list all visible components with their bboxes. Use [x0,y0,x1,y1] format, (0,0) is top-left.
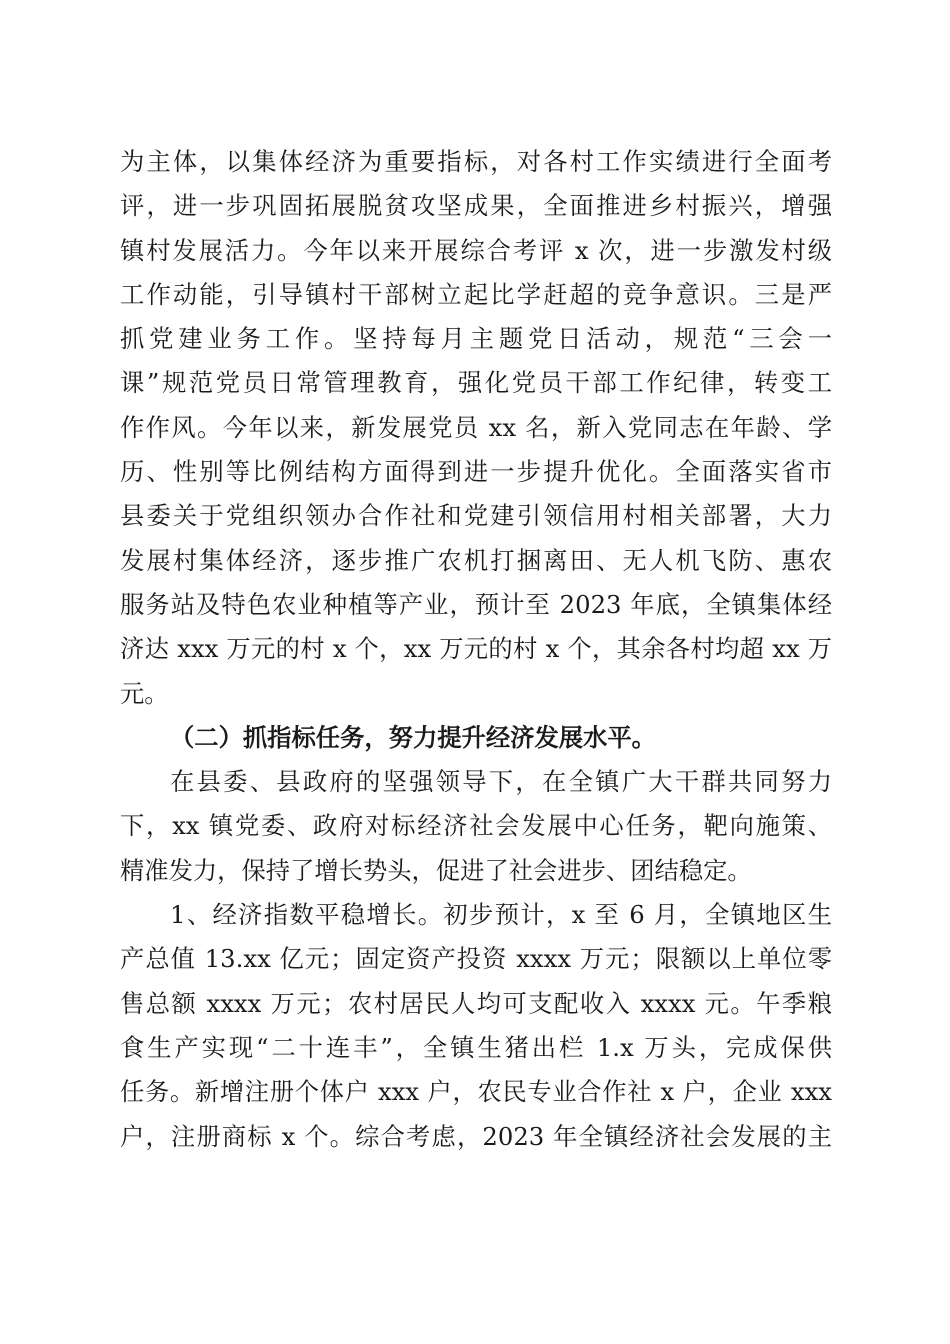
text-line: 1、经济指数平稳增长。初步预计，x 至 6 月，全镇地区生 [170,900,832,930]
text-line: 发展村集体经济，逐步推广农机打捆离田、无人机飞防、惠农 [120,545,832,575]
text-line: 在县委、县政府的坚强领导下，在全镇广大干群共同努力 [170,767,832,797]
text-line: 精准发力，保持了增长势头，促进了社会进步、团结稳定。 [120,855,752,885]
text-line: 评，进一步巩固拓展脱贫攻坚成果，全面推进乡村振兴，增强 [120,191,832,221]
text-line: 下，xx 镇党委、政府对标经济社会发展中心任务，靶向施策、 [120,811,832,841]
text-line: 工作动能，引导镇村干部树立起比学赶超的竞争意识。三是严 [120,279,832,309]
text-line: 镇村发展活力。今年以来开展综合考评 x 次，进一步激发村级 [120,235,832,265]
text-line: 作作风。今年以来，新发展党员 xx 名，新入党同志在年龄、学 [120,412,832,442]
text-line: 济达 xxx 万元的村 x 个，xx 万元的村 x 个，其余各村均超 xx 万 [120,634,832,664]
text-line: 户，注册商标 x 个。综合考虑，2023 年全镇经济社会发展的主 [120,1121,832,1151]
text-line: 历、性别等比例结构方面得到进一步提升优化。全面落实省市 [120,457,832,487]
text-line: 售总额 xxxx 万元；农村居民人均可支配收入 xxxx 元。午季粮 [120,988,832,1018]
text-line: 县委关于党组织领办合作社和党建引领信用村相关部署，大力 [120,501,832,531]
text-line: 服务站及特色农业种植等产业，预计至 2023 年底，全镇集体经 [120,589,832,619]
text-line: 任务。新增注册个体户 xxx 户，农民专业合作社 x 户，企业 xxx [120,1077,832,1107]
paragraph-economic-index [120,893,832,1159]
text-line: 元。 [120,678,169,708]
paragraph-party-building [120,140,832,716]
text-line: 产总值 13.xx 亿元；固定资产投资 xxxx 万元；限额以上单位零 [120,944,832,974]
document-page [120,140,832,1159]
text-line: 为主体，以集体经济为重要指标，对各村工作实绩进行全面考 [120,147,832,176]
text-line: 食生产实现“二十连丰”，全镇生猪出栏 1.x 万头，完成保供 [120,1032,832,1062]
text-line: 抓党建业务工作。坚持每月主题党日活动，规范“三会一 [120,324,832,354]
section-heading: （二）抓指标任务，努力提升经济发展水平。 [170,722,656,752]
text-line: 课”规范党员日常管理教育，强化党员干部工作纪律，转变工 [120,368,832,398]
paragraph-leadership [120,760,832,893]
